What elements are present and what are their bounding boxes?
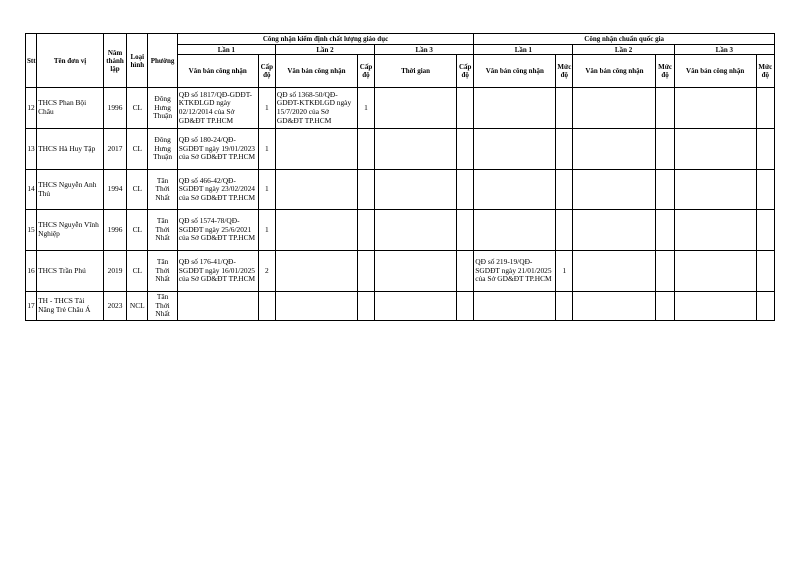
cell-ward: Tân Thới Nhất	[148, 292, 177, 321]
cell-cq1-level	[556, 210, 573, 251]
cell-cq2-doc	[573, 88, 656, 129]
cell-kd3-time	[375, 129, 457, 170]
cell-kd2-level	[357, 292, 374, 321]
cell-name: TH - THCS Tài Năng Trẻ Châu Á	[37, 292, 104, 321]
cell-year: 2017	[103, 129, 126, 170]
cell-stt: 12	[26, 88, 37, 129]
cell-stt: 14	[26, 170, 37, 210]
cell-kd3-level	[457, 170, 474, 210]
header-loai-hinh: Loại hình	[127, 34, 148, 88]
cell-kd3-time	[375, 210, 457, 251]
header-cq-lan1: Lần 1	[474, 45, 573, 55]
cell-name: THCS Trần Phú	[37, 251, 104, 292]
header-kd3-thoi-gian: Thời gian	[375, 55, 457, 88]
cell-cq2-doc	[573, 251, 656, 292]
cell-type: CL	[127, 170, 148, 210]
header-kd-lan2: Lần 2	[275, 45, 374, 55]
cell-cq3-doc	[674, 210, 756, 251]
cell-kd1-level: 1	[258, 210, 275, 251]
cell-cq2-level	[656, 170, 674, 210]
cell-kd2-doc	[275, 210, 357, 251]
cell-cq3-doc	[674, 129, 756, 170]
cell-stt: 17	[26, 292, 37, 321]
header-nam-thanh-lap: Năm thành lập	[103, 34, 126, 88]
cell-kd2-level	[357, 170, 374, 210]
cell-type: CL	[127, 251, 148, 292]
cell-kd1-doc: QĐ số 176-41/QĐ-SGDĐT ngày 16/01/2025 của Sở GD&ĐT TP.HCM	[177, 251, 258, 292]
cell-ward: Đông Hưng Thuận	[148, 129, 177, 170]
cell-kd3-level	[457, 129, 474, 170]
cell-cq1-level	[556, 129, 573, 170]
cell-cq3-level	[756, 170, 774, 210]
header-chuan-quoc-gia: Công nhận chuẩn quốc gia	[474, 34, 775, 45]
header-phuong: Phường	[148, 34, 177, 88]
header-stt: Stt	[26, 34, 37, 88]
cell-name: THCS Nguyễn Vĩnh Nghiệp	[37, 210, 104, 251]
header-kd2-van-ban: Văn bản công nhận	[275, 55, 357, 88]
cell-cq3-level	[756, 292, 774, 321]
cell-cq1-level	[556, 88, 573, 129]
header-cq-lan3: Lần 3	[674, 45, 774, 55]
cell-kd1-doc: QĐ số 1574-78/QĐ-SGDĐT ngày 25/6/2021 của Sở GD&ĐT TP.HCM	[177, 210, 258, 251]
cell-year: 1996	[103, 210, 126, 251]
cell-cq3-doc	[674, 251, 756, 292]
cell-kd3-time	[375, 251, 457, 292]
cell-cq2-level	[656, 292, 674, 321]
cell-ward: Tân Thới Nhất	[148, 251, 177, 292]
cell-stt: 16	[26, 251, 37, 292]
cell-kd3-level	[457, 88, 474, 129]
header-kd2-cap-do: Cấp độ	[357, 55, 374, 88]
header-kd-lan1: Lần 1	[177, 45, 275, 55]
cell-cq2-level	[656, 88, 674, 129]
cell-kd2-level	[357, 129, 374, 170]
cell-cq3-doc	[674, 88, 756, 129]
cell-kd3-time	[375, 170, 457, 210]
cell-cq1-doc	[474, 170, 556, 210]
cell-cq1-doc	[474, 88, 556, 129]
cell-kd2-level	[357, 251, 374, 292]
table-row	[26, 88, 775, 129]
cell-cq1-level	[556, 292, 573, 321]
cell-type: NCL	[127, 292, 148, 321]
cell-year: 2019	[103, 251, 126, 292]
cell-cq2-level	[656, 251, 674, 292]
cell-kd1-level: 2	[258, 251, 275, 292]
header-cq3-van-ban: Văn bản công nhận	[674, 55, 756, 88]
header-cq1-muc-do: Mức độ	[556, 55, 573, 88]
cell-kd1-level: 1	[258, 170, 275, 210]
cell-kd2-level: 1	[357, 88, 374, 129]
cell-name: THCS Nguyễn Anh Thủ	[37, 170, 104, 210]
cell-cq2-doc	[573, 292, 656, 321]
table-row	[26, 210, 775, 251]
header-cq-lan2: Lần 2	[573, 45, 674, 55]
cell-type: CL	[127, 88, 148, 129]
cell-name: THCS Phan Bội Châu	[37, 88, 104, 129]
table-row	[26, 129, 775, 170]
cell-kd3-level	[457, 210, 474, 251]
header-kd1-van-ban: Văn bản công nhận	[177, 55, 258, 88]
cell-stt: 15	[26, 210, 37, 251]
cell-kd1-level: 1	[258, 88, 275, 129]
cell-cq3-doc	[674, 170, 756, 210]
cell-name: THCS Hà Huy Tập	[37, 129, 104, 170]
cell-kd1-level	[258, 292, 275, 321]
cell-kd1-doc: QĐ số 1817/QĐ-GDĐT-KTKĐLGD ngày 02/12/2014 của Sở GD&ĐT TP.HCM	[177, 88, 258, 129]
table-row	[26, 170, 775, 210]
cell-stt: 13	[26, 129, 37, 170]
cell-kd2-doc	[275, 129, 357, 170]
cell-kd2-doc	[275, 292, 357, 321]
cell-cq2-level	[656, 210, 674, 251]
cell-kd3-level	[457, 251, 474, 292]
cell-cq3-level	[756, 129, 774, 170]
header-kiem-dinh: Công nhận kiểm định chất lượng giáo dục	[177, 34, 474, 45]
cell-cq1-doc: QĐ số 219-19/QĐ-SGDĐT ngày 21/01/2025 của Sở GD&ĐT TP.HCM	[474, 251, 556, 292]
cell-cq1-level	[556, 170, 573, 210]
cell-cq3-level	[756, 210, 774, 251]
cell-cq2-doc	[573, 170, 656, 210]
cell-kd2-doc: QĐ số 1368-50/QĐ-GDĐT-KTKĐLGD ngày 15/7/2020 của Sở GD&ĐT TP.HCM	[275, 88, 357, 129]
cell-year: 1994	[103, 170, 126, 210]
cell-kd1-level: 1	[258, 129, 275, 170]
header-cq3-muc-do: Mức độ	[756, 55, 774, 88]
cell-cq1-doc	[474, 292, 556, 321]
cell-kd2-doc	[275, 170, 357, 210]
header-kd-lan3: Lần 3	[375, 45, 474, 55]
cell-kd1-doc: QĐ số 180-24/QĐ-SGDĐT ngày 19/01/2023 của Sở GD&ĐT TP.HCM	[177, 129, 258, 170]
cell-cq3-level	[756, 88, 774, 129]
cell-cq2-doc	[573, 129, 656, 170]
header-cq2-van-ban: Văn bản công nhận	[573, 55, 656, 88]
cell-cq3-level	[756, 251, 774, 292]
cell-kd2-level	[357, 210, 374, 251]
school-recognition-table	[25, 33, 775, 321]
cell-cq2-level	[656, 129, 674, 170]
cell-kd3-time	[375, 292, 457, 321]
cell-kd1-doc	[177, 292, 258, 321]
cell-type: CL	[127, 129, 148, 170]
table-row	[26, 251, 775, 292]
header-kd3-cap-do: Cấp độ	[457, 55, 474, 88]
cell-kd3-level	[457, 292, 474, 321]
cell-kd1-doc: QĐ số 466-42/QĐ-SGDĐT ngày 23/02/2024 của Sở GD&ĐT TP.HCM	[177, 170, 258, 210]
cell-kd2-doc	[275, 251, 357, 292]
cell-kd3-time	[375, 88, 457, 129]
cell-year: 2023	[103, 292, 126, 321]
cell-ward: Đông Hưng Thuận	[148, 88, 177, 129]
cell-cq1-doc	[474, 210, 556, 251]
cell-cq3-doc	[674, 292, 756, 321]
cell-cq1-doc	[474, 129, 556, 170]
table-row	[26, 292, 775, 321]
header-kd1-cap-do: Cấp độ	[258, 55, 275, 88]
cell-ward: Tân Thới Nhất	[148, 210, 177, 251]
cell-cq2-doc	[573, 210, 656, 251]
header-cq2-muc-do: Mức độ	[656, 55, 674, 88]
cell-ward: Tân Thới Nhất	[148, 170, 177, 210]
header-ten-don-vi: Tên đơn vị	[37, 34, 104, 88]
cell-year: 1996	[103, 88, 126, 129]
cell-type: CL	[127, 210, 148, 251]
header-cq1-van-ban: Văn bản công nhận	[474, 55, 556, 88]
cell-cq1-level: 1	[556, 251, 573, 292]
